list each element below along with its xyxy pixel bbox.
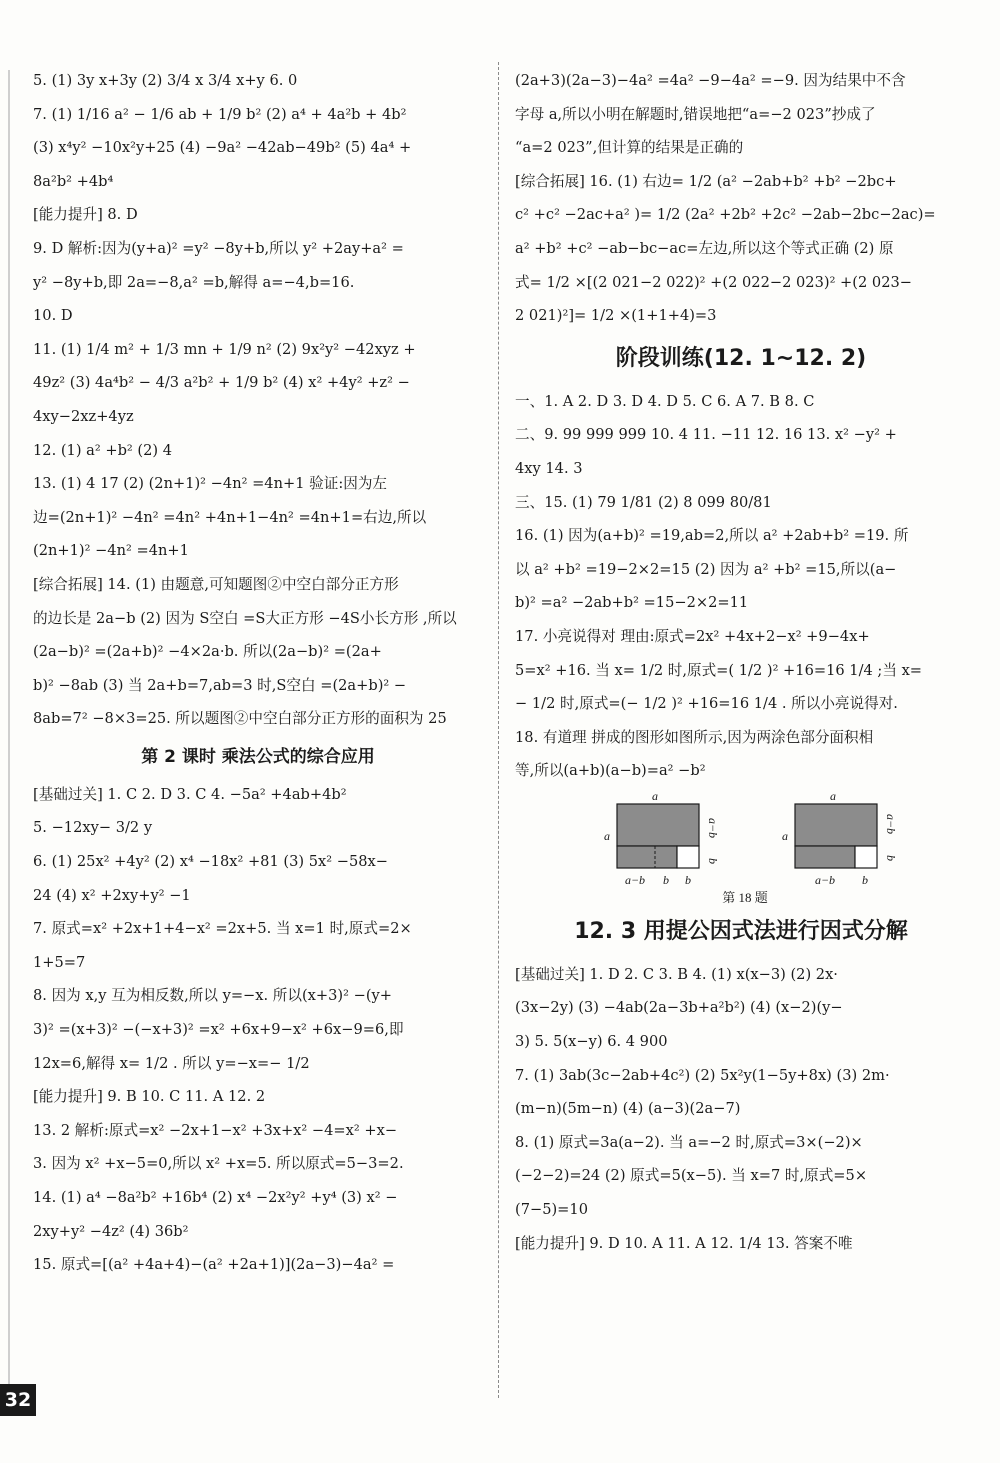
answer-line: (7−5)=10 [515,1201,588,1219]
answer-line: 7. 原式=x² +2x+1+4−x² =2x+5. 当 x=1 时,原式=2× [33,920,412,938]
answer-line: 49z² (3) 4a⁴b² − 4/3 a²b² + 1/9 b² (4) x² +4y² +z² − [33,374,410,392]
label-amb-bottom-right: a−b [814,872,836,887]
answer-line: 12. (1) a² +b² (2) 4 [33,441,173,459]
shaded-region-left [617,804,699,846]
answer-line: 一、1. A 2. D 3. D 4. D 5. C 6. A 7. B 8. C [515,392,815,410]
label-a-side-right: a [782,828,788,843]
answer-line: 3)² =(x+3)² −(−x+3)² =x² +6x+9−x² +6x−9=6,即 [33,1021,404,1039]
column-divider [498,62,499,1398]
answer-line: 边=(2n+1)² −4n² =4n² +4n+1−4n² =4n+1=右边,所以 [33,508,427,526]
answer-line: 以 a² +b² =19−2×2=15 (2) 因为 a² +b² =15,所以(a− [515,560,897,578]
label-amb-side-left: a−b [706,817,720,838]
answer-line: 14. (1) a⁴ −8a²b² +16b⁴ (2) x⁴ −2x²y² +y⁴ (3) x² − [33,1189,398,1206]
label-b-bottom-left-1: b [663,872,669,887]
answer-line: 1+5=7 [33,953,86,971]
answer-line: 24 (4) x² +2xy+y² −1 [33,886,191,904]
shaded-strip-right [795,846,855,868]
answer-line: [能力提升] 9. B 10. C 11. A 12. 2 [33,1088,266,1106]
answer-line: b)² =a² −2ab+b² =15−2×2=11 [515,594,749,612]
answer-line: [综合拓展] 16. (1) 右边= 1/2 (a² −2ab+b² +b² −2bc+ [515,172,897,190]
answer-line: 13. (1) 4 17 (2) (2n+1)² −4n² =4n+1 验证:因为左 [33,475,388,493]
answer-line: 二、9. 99 999 999 10. 4 11. −11 12. 16 13. x² −y² + [515,426,897,444]
figure-18-drawing [595,788,898,906]
answer-line: 16. (1) 因为(a+b)² =19,ab=2,所以 a² +2ab+b² =19. 所 [515,527,909,545]
label-b-bottom-right: b [862,872,868,887]
answer-line: (2a−b)² =(2a+b)² −4×2a·b. 所以(2a−b)² =(2a+ [33,643,382,661]
answer-line: (2a+3)(2a−3)−4a² =4a² −9−4a² =−9. 因为结果中不含 [515,72,906,89]
answer-line: 5. −12xy− 3/2 y [33,819,153,837]
figure-caption: 第 18 题 [722,889,768,905]
answer-line: 3) 5. 5(x−y) 6. 4 900 [515,1033,668,1051]
page-edge-mark [8,70,10,1400]
answer-line: [能力提升] 8. D [33,206,138,224]
label-amb-side-right: a−b [884,813,898,834]
answer-line: “a=2 023”,但计算的结果是正确的 [515,139,744,157]
label-b-side-right: b [884,854,898,861]
answer-line: 8. 因为 x,y 互为相反数,所以 y=−x. 所以(x+3)² −(y+ [33,987,392,1005]
label-b-side-left: b [706,857,720,864]
left-answer-block [33,64,483,736]
answer-line: 字母 a,所以小明在解题时,错误地把“a=−2 023”抄成了 [515,105,876,123]
answer-line: 13. 2 解析:原式=x² −2x+1−x² +3x+x² −4=x² +x− [33,1121,398,1139]
answer-line: − 1/2 时,原式=(− 1/2 )² +16=16 1/4 . 所以小亮说得对. [515,695,898,713]
answer-line: 15. 原式=[(a² +4a+4)−(a² +2a+1)](2a−3)−4a² = [33,1256,395,1274]
label-b-bottom-left-2: b [685,872,691,887]
answer-line: [基础过关] 1. C 2. D 3. C 4. −5a² +4ab+4b² [33,785,347,803]
answer-line: 5=x² +16. 当 x= 1/2 时,原式=( 1/2 )² +16=16 1/4 ;当 x= [515,661,923,679]
section-heading-lesson-2: 第 2 课时 乘法公式的综合应用 [141,746,375,767]
answer-line: (3) x⁴y² −10x²y+25 (4) −9a² −42ab−49b² (5) 4a⁴ + [33,139,412,157]
answer-line: (3x−2y) (3) −4ab(2a−3b+a²b²) (4) (x−2)(y− [515,999,843,1017]
shaded-strip-left [617,846,677,868]
shaded-region-right [795,804,877,846]
answer-line: [基础过关] 1. D 2. C 3. B 4. (1) x(x−3) (2) 2x· [515,965,838,983]
answer-line: 式= 1/2 ×[(2 021−2 022)² +(2 022−2 023)² +(2 023− [515,273,912,291]
answer-line: 7. (1) 1/16 a² − 1/6 ab + 1/9 b² (2) a⁴ + 4a²b + 4b² [33,105,407,123]
right-answer-block-2 [515,385,967,788]
blank-square-right [855,846,877,868]
answer-line: c² +c² −2ac+a² )= 1/2 (2a² +2b² +2c² −2ab−2bc−2ac)= [515,206,936,224]
label-amb-bottom-left: a−b [624,872,646,887]
answer-line: 3. 因为 x² +x−5=0,所以 x² +x=5. 所以原式=5−3=2. [33,1155,404,1173]
answer-line: (2n+1)² −4n² =4n+1 [33,542,189,560]
answer-line: 8. (1) 原式=3a(a−2). 当 a=−2 时,原式=3×(−2)× [515,1133,863,1151]
label-a-top-left: a [652,788,658,803]
answer-line: 三、15. (1) 79 1/81 (2) 8 099 80/81 [515,493,772,511]
answer-line: 18. 有道理 拼成的图形如图所示,因为两涂色部分面积相 [515,728,874,746]
answer-line: 4xy−2xz+4yz [33,407,134,425]
answer-line: 8a²b² +4b⁴ [33,172,114,190]
answer-line: a² +b² +c² −ab−bc−ac=左边,所以这个等式正确 (2) 原 [515,239,894,257]
answer-line: 7. (1) 3ab(3c−2ab+4c²) (2) 5x²y(1−5y+8x) (3) 2m· [515,1066,890,1084]
label-a-side-left: a [604,828,610,843]
answer-line: 10. D [33,307,73,325]
answer-line: (−2−2)=24 (2) 原式=5(x−5). 当 x=7 时,原式=5× [515,1167,868,1185]
label-a-top-right: a [830,788,836,803]
answer-line: 6. (1) 25x² +4y² (2) x⁴ −18x² +81 (3) 5x² −58x− [33,853,388,871]
answer-line: [能力提升] 9. D 10. A 11. A 12. 1/4 13. 答案不唯 [515,1234,853,1252]
right-answer-block-3 [515,958,967,1260]
answer-line: 11. (1) 1/4 m² + 1/3 mn + 1/9 n² (2) 9x²y² −42xyz + [33,340,416,358]
answer-line: (m−n)(5m−n) (4) (a−3)(2a−7) [515,1100,741,1118]
answer-line: 9. D 解析:因为(y+a)² =y² −8y+b,所以 y² +2ay+a² = [33,239,404,257]
section-heading-stage-training: 阶段训练(12. 1~12. 2) [615,345,867,371]
answer-line: 5. (1) 3y x+3y (2) 3/4 x 3/4 x+y 6. 0 [33,72,298,89]
section-heading-12-3: 12. 3 用提公因式法进行因式分解 [574,918,908,944]
left-column [33,64,483,1282]
answer-line: 4xy 14. 3 [515,459,583,477]
answer-line: 的边长是 2a−b (2) 因为 S空白 =S大正方形 −4S小长方形 ,所以 [33,609,457,627]
figure-18 [515,788,967,906]
answer-line: [综合拓展] 14. (1) 由题意,可知题图②中空白部分正方形 [33,575,399,593]
answer-line: 等,所以(a+b)(a−b)=a² −b² [515,762,706,780]
left-answer-block-2 [33,778,483,1282]
answer-line: 2xy+y² −4z² (4) 36b² [33,1222,189,1240]
answer-line: 17. 小亮说得对 理由:原式=2x² +4x+2−x² +9−4x+ [515,627,870,645]
answer-line: 2 021)²]= 1/2 ×(1+1+4)=3 [515,307,717,325]
blank-square-left [677,846,699,868]
answer-line: 8ab=7² −8×3=25. 所以题图②中空白部分正方形的面积为 25 [33,710,447,728]
answer-line: 12x=6,解得 x= 1/2 . 所以 y=−x=− 1/2 [33,1054,310,1072]
answer-line: b)² −8ab (3) 当 2a+b=7,ab=3 时,S空白 =(2a+b)² − [33,676,407,694]
answer-line: y² −8y+b,即 2a=−8,a² =b,解得 a=−4,b=16. [33,273,355,291]
right-column [515,64,967,1260]
page-number: 32 [0,1384,36,1416]
right-answer-block [515,64,967,333]
